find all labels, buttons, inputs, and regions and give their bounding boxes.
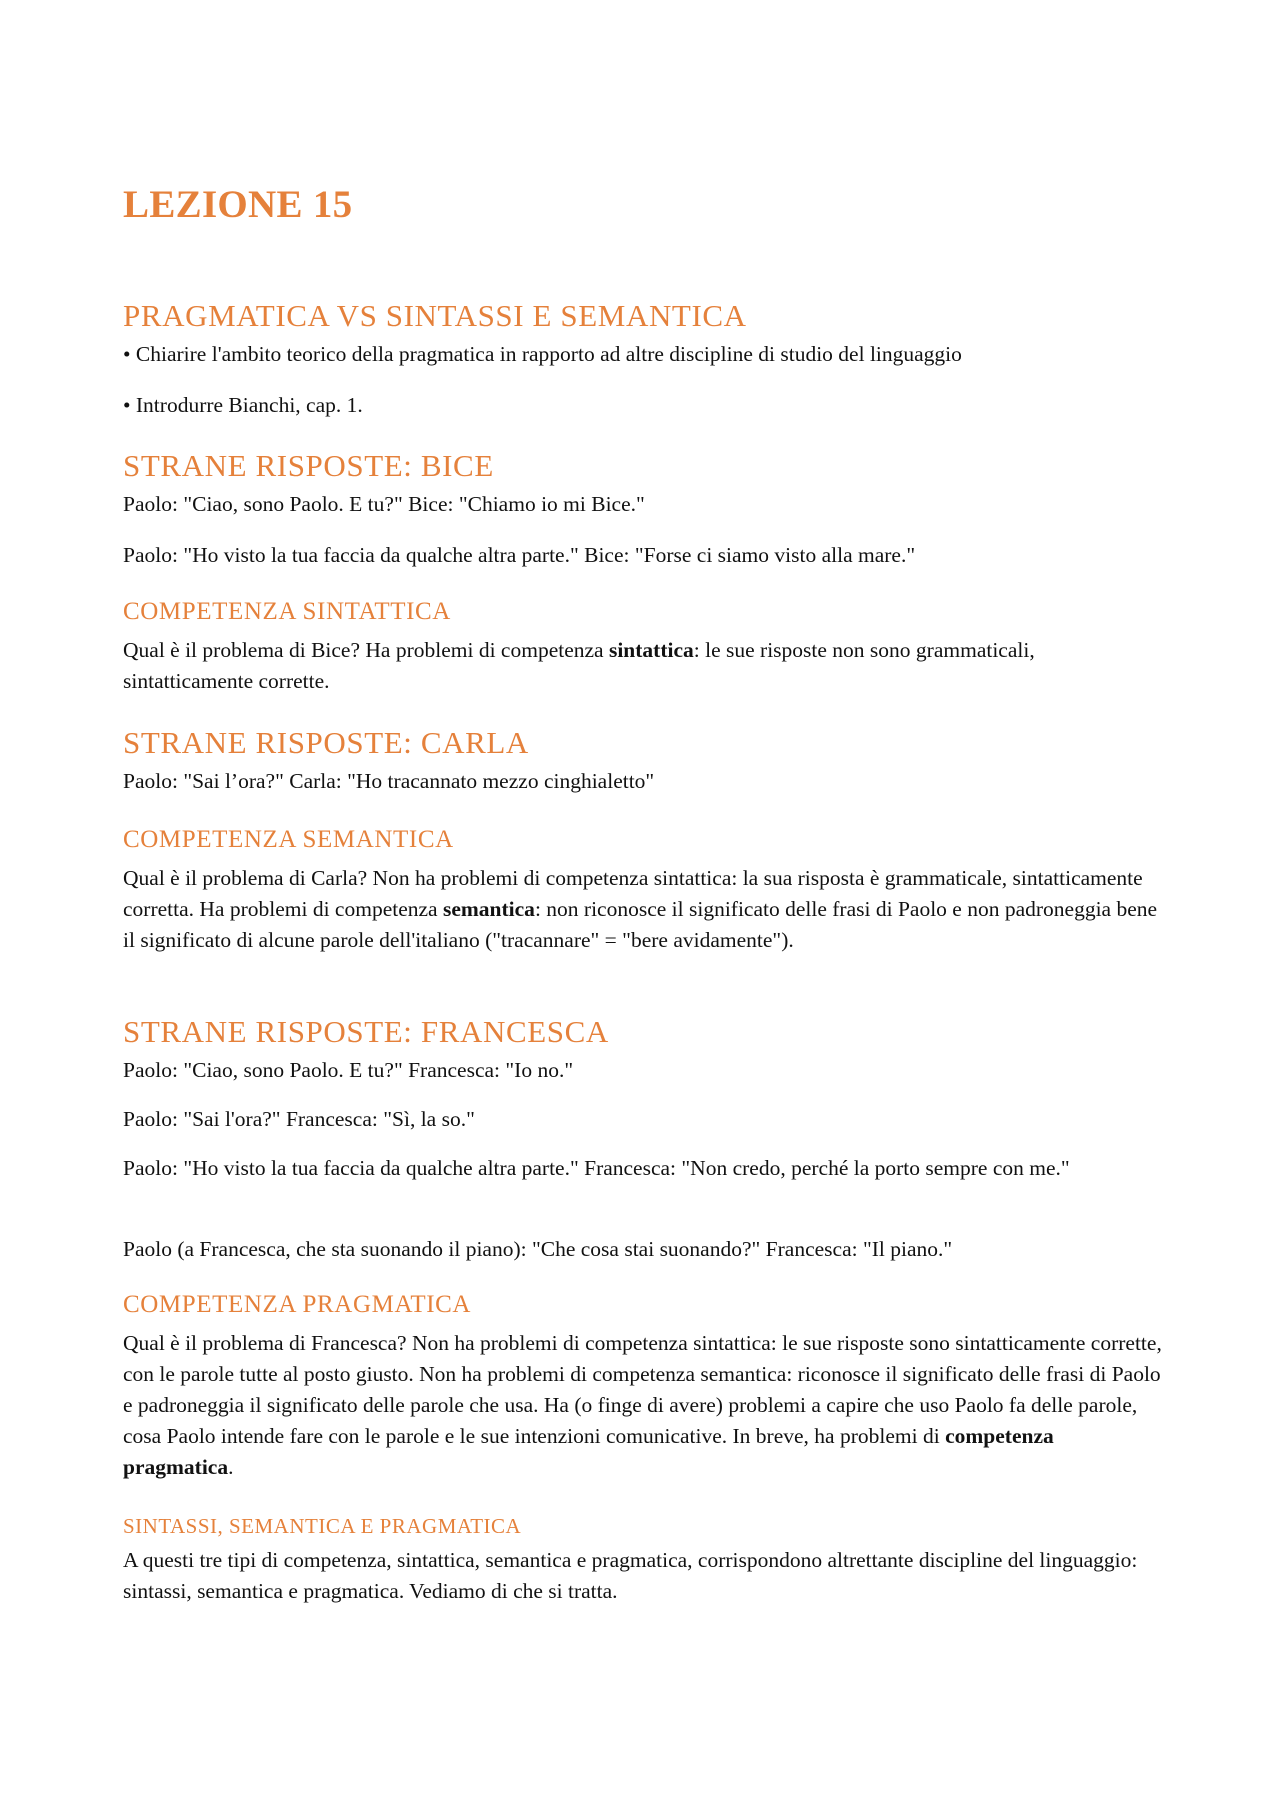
section-heading-sintassi-semantica-pragmatica: SINTASSI, SEMANTICA E PRAGMATICA — [123, 1514, 522, 1538]
dialogue-line: Paolo: "Ho visto la tua faccia da qualche altra parte." Francesca: "Non credo, perché la porto sempre con me." — [123, 1156, 1070, 1180]
section-heading-bice: STRANE RISPOSTE: BICE — [123, 448, 494, 483]
dialogue-line: Paolo (a Francesca, che sta suonando il piano): "Che cosa stai suonando?" Francesca: "Il piano." — [123, 1237, 953, 1261]
section-heading-competenza-sintattica: COMPETENZA SINTATTICA — [123, 598, 451, 625]
section-heading-pragmatica-vs: PRAGMATICA VS SINTASSI E SEMANTICA — [123, 298, 747, 333]
bold-term: sintattica — [608, 638, 694, 662]
section-heading-carla: STRANE RISPOSTE: CARLA — [123, 725, 529, 760]
section-heading-francesca: STRANE RISPOSTE: FRANCESCA — [123, 1014, 609, 1049]
section-heading-competenza-semantica: COMPETENZA SEMANTICA — [123, 826, 454, 853]
body-paragraph: Qual è il problema di Carla? Non ha problemi di competenza sintattica: la sua risposta è grammaticale, sintatticamente corretta. Ha problemi di competenza semantica: non riconosce il significato delle frasi di Paolo e non padroneggia bene il significato di alcune parole dell'italiano ("tracannare" = "bere avidamente"). — [123, 866, 1158, 952]
dialogue-line: Paolo: "Sai l'ora?" Francesca: "Sì, la so." — [123, 1107, 475, 1131]
body-paragraph: Qual è il problema di Bice? Ha problemi di competenza sintattica: le sue risposte non sono grammaticali, sintatticamente corrette. — [123, 638, 1035, 693]
section-heading-competenza-pragmatica: COMPETENZA PRAGMATICA — [123, 1291, 472, 1318]
dialogue-line: Paolo: "Sai l’ora?" Carla: "Ho tracannato mezzo cinghialetto" — [123, 769, 655, 793]
bold-term: competenza pragmatica — [123, 1424, 1054, 1479]
page-title: LEZIONE 15 — [123, 183, 353, 226]
bullet-item: • Introdurre Bianchi, cap. 1. — [123, 393, 363, 417]
body-paragraph: Qual è il problema di Francesca? Non ha problemi di competenza sintattica: le sue risposte sono sintatticamente corrette, con le parole tutte al posto giusto. Non ha problemi di competenza semantica: riconosce il significato delle frasi di Paolo e padroneggia il significato delle parole che usa. Ha (o finge di avere) problemi a capire che uso Paolo fa delle parole, cosa Paolo intende fare con le parole e le sue intenzioni comunicative. In breve, ha problemi di competenza pragmatica. — [123, 1331, 1162, 1479]
dialogue-line: Paolo: "Ho visto la tua faccia da qualche altra parte." Bice: "Forse ci siamo visto alla mare." — [123, 543, 916, 567]
dialogue-line: Paolo: "Ciao, sono Paolo. E tu?" Bice: "Chiamo io mi Bice." — [123, 492, 645, 516]
bold-term: semantica — [442, 897, 535, 921]
dialogue-line: Paolo: "Ciao, sono Paolo. E tu?" Francesca: "Io no." — [123, 1058, 574, 1082]
bullet-item: • Chiarire l'ambito teorico della pragmatica in rapporto ad altre discipline di studio del linguaggio — [123, 342, 962, 366]
body-paragraph: A questi tre tipi di competenza, sintattica, semantica e pragmatica, corrispondono altrettante discipline del linguaggio: sintassi, semantica e pragmatica. Vediamo di che si tratta. — [123, 1548, 1138, 1603]
